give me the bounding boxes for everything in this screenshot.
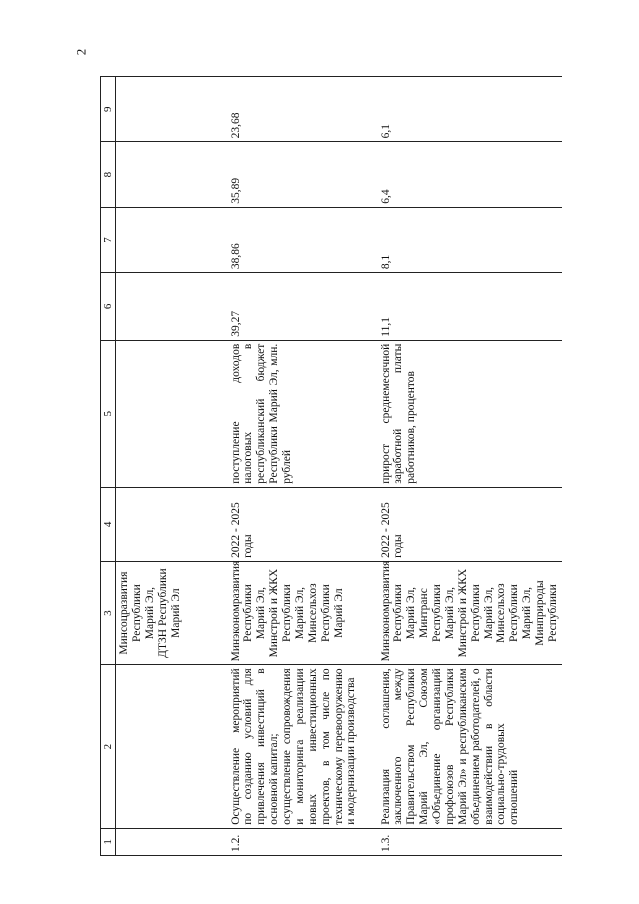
header-cell: 2 — [101, 665, 116, 828]
header-cell: 5 — [101, 340, 116, 487]
value-cell: 38,86 — [224, 207, 374, 272]
header-cell: 6 — [101, 273, 116, 341]
value-cell: 39,27 — [224, 273, 374, 341]
event-cell: Реализация соглашения, заключенного между Правительством Республики Марий Эл, Союзом «Объединение организаций профсоюзов Республики Марий Эл» и республиканским объединением работодателей, о взаимодействии в области социально-трудовых отношений — [374, 665, 562, 828]
header-row — [101, 77, 116, 856]
period-cell: 2022 - 2025 годы — [374, 487, 562, 561]
row-number: 1.3. — [374, 828, 562, 855]
value-cell: 6,1 — [374, 77, 562, 142]
row-number: 1.2. — [224, 828, 374, 855]
value-cell: 11,1 — [374, 273, 562, 341]
executor-cell: Минэкономразвития Республики Марий Эл, Минстрой и ЖКХ Республики Марий Эл, Минсельхоз Республики Марий Эл — [224, 561, 374, 665]
value-cell: 6,4 — [374, 142, 562, 207]
executor-cell: Минсоцразвития Республики Марий Эл, ДТЗН Республики Марий Эл — [116, 561, 224, 665]
table-row — [374, 77, 562, 856]
event-cell: Осуществление мероприятий по созданию условий для привлечения инвестиций в основной капитал; осуществление сопровождения и мониторинга реализации новых инвестиционных проектов, в том числе по техническому перевооружению и модернизации производства — [224, 665, 374, 828]
value-cell: 8,1 — [374, 207, 562, 272]
value-cell: 35,89 — [224, 142, 374, 207]
header-cell: 8 — [101, 142, 116, 207]
header-cell: 7 — [101, 207, 116, 272]
period-cell: 2022 - 2025 годы — [224, 487, 374, 561]
indicator-cell: поступление доходов налоговых в республиканский бюджет Республики Марий Эл, млн. рублей — [224, 340, 374, 487]
executor-cell: Минэкономразвития Республики Марий Эл, Минтранс Республики Марий Эл, Минстрой и ЖКХ Республики Марий Эл, Минсельхоз Республики Марий Эл, Минприроды Республики — [374, 561, 562, 665]
page-number: 2 — [73, 48, 89, 56]
header-cell: 9 — [101, 77, 116, 142]
indicator-cell: прирост среднемесячной заработной платы работников, процентов — [374, 340, 562, 487]
header-cell: 1 — [101, 828, 116, 855]
plan-table — [100, 76, 562, 856]
header-cell: 4 — [101, 487, 116, 561]
table-row-continuation — [116, 77, 224, 856]
table-row — [224, 77, 374, 856]
header-cell: 3 — [101, 561, 116, 665]
rotated-table-sheet — [100, 76, 560, 856]
value-cell: 23,68 — [224, 77, 374, 142]
